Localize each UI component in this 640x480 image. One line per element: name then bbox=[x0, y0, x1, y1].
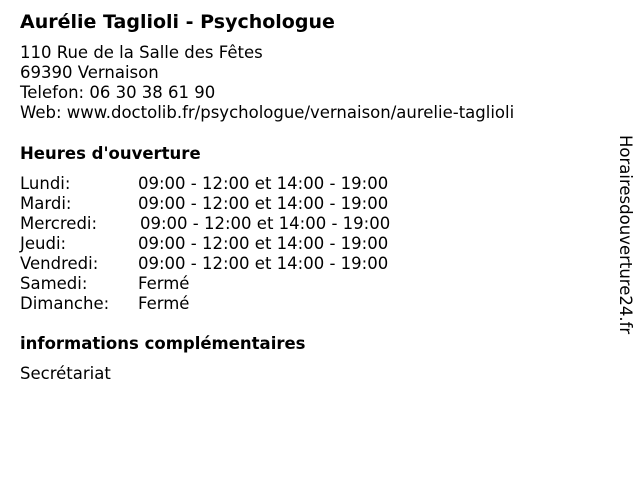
hours-row-sunday bbox=[20, 294, 440, 314]
hours-row-thursday bbox=[20, 234, 440, 254]
day-label: Samedi: bbox=[20, 274, 88, 293]
additional-info-text: Secrétariat bbox=[20, 364, 111, 383]
hours-row-friday bbox=[20, 254, 440, 274]
day-label: Vendredi: bbox=[20, 254, 99, 273]
day-label: Dimanche: bbox=[20, 294, 110, 313]
city-address: 69390 Vernaison bbox=[20, 63, 159, 82]
address-block bbox=[20, 43, 514, 123]
day-hours: 09:00 - 12:00 et 14:00 - 19:00 bbox=[138, 174, 389, 193]
day-hours: Fermé bbox=[138, 274, 190, 293]
hours-row-saturday bbox=[20, 274, 440, 294]
day-label: Lundi: bbox=[20, 174, 71, 193]
day-label: Mercredi: bbox=[20, 214, 98, 233]
phone-number: Telefon: 06 30 38 61 90 bbox=[20, 83, 216, 102]
day-hours: 09:00 - 12:00 et 14:00 - 19:00 bbox=[138, 194, 389, 213]
website: Web: www.doctolib.fr/psychologue/vernaison/aurelie-taglioli bbox=[20, 103, 515, 122]
opening-hours-heading: Heures d'ouverture bbox=[20, 144, 201, 163]
hours-row-tuesday bbox=[20, 194, 440, 214]
opening-hours-table bbox=[20, 174, 440, 314]
day-label: Mardi: bbox=[20, 194, 72, 213]
street-address: 110 Rue de la Salle des Fêtes bbox=[20, 43, 263, 62]
page-title: Aurélie Taglioli - Psychologue bbox=[20, 11, 335, 33]
day-hours: 09:00 - 12:00 et 14:00 - 19:00 bbox=[138, 234, 389, 253]
hours-row-monday bbox=[20, 174, 440, 194]
day-hours: 09:00 - 12:00 et 14:00 - 19:00 bbox=[140, 214, 391, 233]
hours-row-wednesday bbox=[20, 214, 440, 234]
day-hours: Fermé bbox=[138, 294, 190, 313]
day-hours: 09:00 - 12:00 et 14:00 - 19:00 bbox=[138, 254, 389, 273]
day-label: Jeudi: bbox=[20, 234, 67, 253]
additional-info-heading: informations complémentaires bbox=[20, 334, 306, 353]
site-watermark: Horairesdouverture24.fr bbox=[616, 135, 635, 335]
